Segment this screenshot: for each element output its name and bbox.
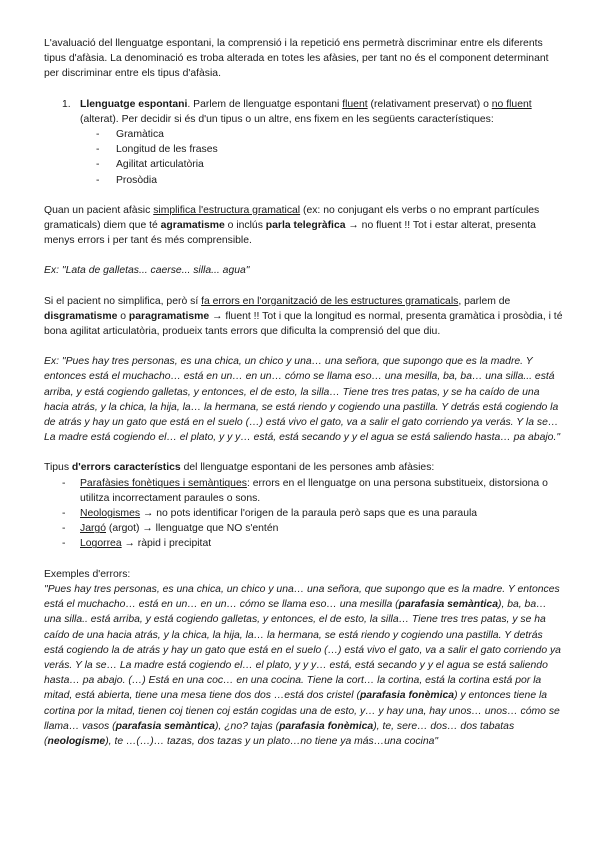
agramatisme-t4: → no fluent !! Tot i estar alterat, presenta menys errors i per tant és més comprensible.	[44, 220, 536, 247]
exemples-s6: ), te …(…)… tazas, dos tazas y un plato…no tiene ya más…una cocina"	[105, 735, 439, 747]
list-item-text-a: . Parlem de llenguatge espontani	[187, 98, 343, 110]
error-type-term: Logorrea	[80, 538, 122, 550]
tipus-bold: d'errors característics	[71, 462, 181, 474]
paragramatisme-t2: , parlem de	[458, 295, 511, 307]
fluent-term: fluent	[342, 98, 368, 110]
exemples-s5: ), te, sere… dos… dos tabatas (	[44, 720, 515, 747]
feature-item: - Gramàtica	[80, 127, 564, 142]
error-type-term: Jargó	[80, 523, 106, 535]
agramatisme-underline: simplifica l'estructura gramatical	[153, 204, 301, 216]
list-item-title: Llenguatge espontani	[80, 98, 188, 110]
tipus-errors-heading	[44, 460, 564, 475]
features-list	[80, 127, 564, 188]
error-type-desc: → ràpid i precipitat	[121, 538, 212, 550]
main-list	[44, 97, 564, 188]
error-type-desc: : errors en el llenguatge on una persona substitueix, distorsiona o utilitza incorrectament paraules o sons.	[80, 477, 548, 504]
list-item-text-c: (alterat). Per decidir si és d'un tipus o un altre, ens fixem en les següents característiques:	[80, 113, 494, 125]
exemples-bold-1: parafasia semàntica	[398, 599, 498, 611]
exemples-bold-3: parafasia semàntica	[115, 720, 215, 732]
error-type-term: Neologismes	[80, 508, 141, 520]
intro-paragraph: L'avaluació del llenguatge espontani, la comprensió i la repetició ens permetrà discriminar entre els diferents tipus d'afàsia. La denominació es troba alterada en totes les afàsies, per tant no és el component determinant per discriminar entre els tipus d'afàsia.	[44, 38, 549, 80]
disgramatisme-term: disgramatisme	[44, 310, 118, 322]
paragramatisme-t4: → fluent !! Tot i que la longitud es normal, presenta gramàtica i prosòdia, i té bona agilitat articulatòria, produeix tants errors que dificulta la comprensió del que diu.	[44, 310, 563, 338]
exemples-bold-4: parafasia fonèmica	[279, 720, 374, 732]
paragramatisme-underline: fa errors en l'organització de les estructures gramaticals	[201, 295, 459, 307]
feature-item: - Longitud de les frases	[80, 142, 564, 157]
error-type-desc: (argot) → llenguatge que NO s'entén	[106, 523, 279, 535]
agramatisme-t3: o inclús	[224, 220, 266, 232]
example-paragramatisme: Ex: "Pues hay tres personas, es una chica, un chico y una… una señora, que supongo que es la madre. Y entonces está el muchacho… está en un… en un… cómo se llama eso… una mesilla, ba, ba… una silla... está arriba, y está cogiendo galletas, y entonces, el de esto, la silla… Tiene tres tres patas, y se ha caído de una hacia atrás, y la chica, la hija, la… la hermana, se está riendo y cogiendo una pastilla. Y detrás está cogiendo la de atrás y hay un gato que está en el suelo (…) está vivo el gato, va a salir el gato corriendo ya verás. Y la se… La madre está cogiendo el… el plato, y y y… está, está secando y y el agua se está saliendo hasta… pa abajo."	[44, 356, 561, 444]
exemples-s1: "Pues hay tres personas, es una chica, un chico y una… una señora, que supongo que es la madre. Y entonces está el muchacho… está en un… en un… cómo se llama eso… una mesilla (	[44, 583, 560, 611]
exemples-s3: ) y entonces tiene la cortina por la mitad, tienen coj tienen coj están cogidas una de esto, y… y hay una, hay unos… unos… cómo se llama… vasos (	[44, 690, 560, 732]
error-type-item	[44, 476, 564, 506]
exemples-bold-2: parafasia fonèmica	[359, 690, 455, 702]
exemples-s4: ), ¿no? tajas (	[214, 720, 280, 732]
exemples-paragraph	[44, 582, 564, 749]
list-item-llenguatge-espontani	[44, 97, 564, 188]
paragramatisme-t1: Si el pacient no simplifica, però sí	[44, 295, 202, 307]
tipus-t1: Tipus	[44, 462, 72, 474]
error-types-list	[44, 476, 564, 552]
example-agramatisme: Ex: "Lata de galletas... caerse... silla... agua"	[44, 265, 250, 277]
feature-item: - Prosòdia	[80, 173, 564, 188]
exemples-heading: Exemples d'errors:	[44, 568, 131, 580]
agramatisme-term: agramatisme	[160, 220, 225, 232]
agramatisme-paragraph	[44, 203, 564, 249]
error-type-term: Parafàsies fonètiques i semàntiques	[80, 477, 247, 489]
exemples-s2: ), ba, ba… una silla.. está arriba, y está cogiendo galletas, y entonces, el de esto, la silla… Tiene tres tres patas, y se ha caído de una hacia atrás, y la chica, la hija, la… la hermana, se está riendo y cogiendo una pastilla. Y detrás está cogiendo la de atrás y hay un gato que está en el suelo (…) está vivo el gato, va a salir el gato corriendo ya verás. Y la se… La madre está cogiendo el… el plato, y y y… está, está secando y y el agua se está saliendo hasta… pa abajo. (…) Está en una coc… en una cocina. Tiene la cort… la cortina, está la cortina está por la mitad, está abierta, tiene una mesa tiene dos dos …está dos cristel (	[44, 599, 561, 702]
error-type-item	[44, 521, 564, 536]
error-type-desc: → no pots identificar l'origen de la paraula però saps que es una paraula	[140, 508, 478, 520]
list-item-text-b: (relativament preservat) o	[367, 98, 492, 110]
error-type-item	[44, 506, 564, 521]
agramatisme-t1: Quan un pacient afàsic	[44, 204, 154, 216]
paragramatisme-term: paragramatisme	[128, 310, 210, 322]
agramatisme-t2: (ex: no conjugant els verbs o no emprant partícules gramaticals) diem que té	[44, 204, 540, 232]
tipus-t2: del llenguatge espontani de les persones amb afàsies:	[180, 462, 435, 474]
no-fluent-term: no fluent	[491, 98, 532, 110]
error-type-item	[44, 536, 564, 551]
exemples-bold-5: neologisme	[47, 735, 106, 747]
parla-telegrafica-term: parla telegràfica	[265, 220, 346, 232]
feature-item: - Agilitat articulatòria	[80, 157, 564, 172]
paragramatisme-paragraph	[44, 294, 564, 340]
list-number: 1.	[62, 98, 71, 110]
document-page	[44, 36, 564, 749]
paragramatisme-t3: o	[117, 310, 129, 322]
